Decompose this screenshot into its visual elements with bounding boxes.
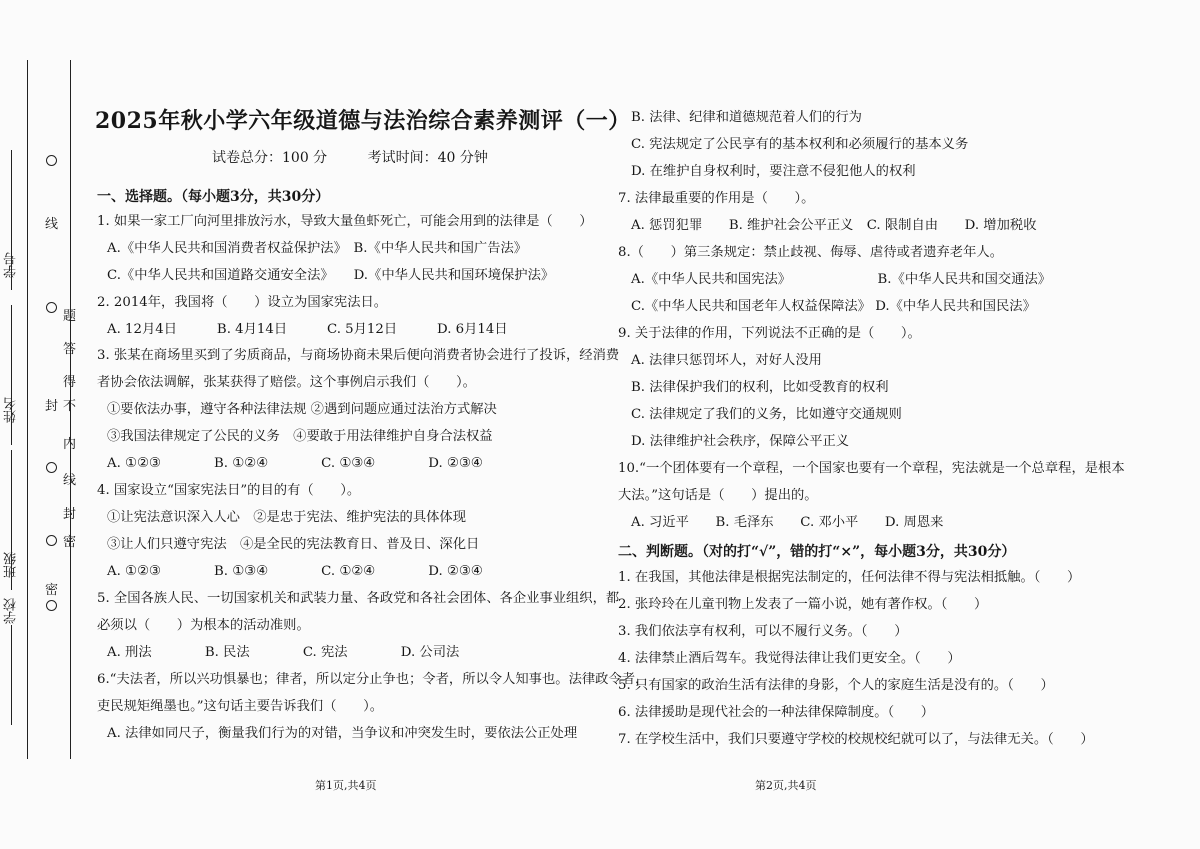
- seal-char: 密: [63, 535, 77, 550]
- option-line: D. 法律维护社会秩序，保障公平正义: [631, 434, 850, 449]
- judgement-line: 4. 法律禁止酒后驾车。我觉得法律让我们更安全。（ ）: [618, 651, 961, 666]
- option-line: A. ①②③ B. ①②④ C. ①③④ D. ②③④: [107, 456, 483, 471]
- seal-char: 密: [45, 583, 59, 598]
- statement-line: ③让人们只遵守宪法 ④是全民的宪法教育日、普及日、深化日: [107, 537, 480, 552]
- question-line: 9. 关于法律的作用，下列说法不正确的是（ ）。: [618, 326, 921, 341]
- statement-line: ③我国法律规定了公民的义务 ④要敢于用法律维护自身合法权益: [107, 429, 493, 444]
- option-line: A. ①②③ B. ①③④ C. ①②④ D. ②③④: [107, 564, 483, 579]
- option-line: B. 法律保护我们的权利，比如受教育的权利: [631, 380, 889, 395]
- option-line: A.《中华人民共和国宪法》 B.《中华人民共和国交通法》: [631, 272, 1052, 287]
- option-line: B. 法律、纪律和道德规范着人们的行为: [631, 110, 862, 125]
- student-id-label: 学号: [4, 252, 19, 278]
- seal-char: 封: [63, 507, 77, 522]
- option-line: A. 刑法 B. 民法 C. 宪法 D. 公司法: [107, 645, 460, 660]
- school-label: 学校: [4, 598, 19, 624]
- question-line: 3. 张某在商场里买到了劣质商品，与商场协商未果后便向消费者协会进行了投诉，经消费: [97, 348, 620, 363]
- school-field[interactable]: [11, 625, 12, 725]
- binding-hole: [46, 535, 57, 546]
- seal-char: 线: [63, 473, 77, 488]
- question-line: 7. 法律最重要的作用是（ ）。: [618, 191, 815, 206]
- question-line: 吏民规矩绳墨也。”这句话主要告诉我们（ ）。: [97, 699, 384, 714]
- judgement-line: 5. 只有国家的政治生活有法律的身影，个人的家庭生活是没有的。（ ）: [618, 678, 1054, 693]
- option-line: A. 习近平 B. 毛泽东 C. 邓小平 D. 周恩来: [631, 515, 944, 530]
- seal-char: 得: [63, 375, 77, 390]
- page-footer-1: 第1页,共4页: [315, 779, 377, 792]
- question-line: 者协会依法调解，张某获得了赔偿。这个事例启示我们（ ）。: [97, 375, 476, 390]
- judgement-line: 7. 在学校生活中，我们只要遵守学校的校规校纪就可以了，与法律无关。（ ）: [618, 732, 1094, 747]
- binding-line-left: [27, 60, 28, 759]
- name-field[interactable]: [11, 305, 12, 445]
- class-label: 班级: [4, 552, 19, 578]
- question-line: 必须以（ ）为根本的活动准则。: [97, 618, 310, 633]
- judgement-line: 3. 我们依法享有权利，可以不履行义务。（ ）: [618, 624, 908, 639]
- seal-char: 不: [63, 399, 77, 414]
- option-line: A. 惩罚犯罪 B. 维护社会公平正义 C. 限制自由 D. 增加税收: [631, 218, 1037, 233]
- class-field[interactable]: [11, 450, 12, 590]
- option-line: A. 法律只惩罚坏人，对好人没用: [631, 353, 822, 368]
- question-line: 4. 国家设立“国家宪法日”的目的有（ ）。: [97, 483, 361, 498]
- question-line: 大法。”这句话是（ ）提出的。: [618, 488, 818, 503]
- binding-hole: [46, 462, 57, 473]
- question-line: 1. 如果一家工厂向河里排放污水，导致大量鱼虾死亡，可能会用到的法律是（ ）: [97, 214, 593, 229]
- seal-char: 封: [45, 399, 59, 414]
- exam-title: 2025年秋小学六年级道德与法治综合素养测评（一）: [95, 108, 631, 134]
- judgement-line: 1. 在我国，其他法律是根据宪法制定的，任何法律不得与宪法相抵触。（ ）: [618, 570, 1081, 585]
- judgement-line: 6. 法律援助是现代社会的一种法律保障制度。（ ）: [618, 705, 935, 720]
- option-line: A. 法律如同尺子，衡量我们行为的对错，当争议和冲突发生时，要依法公正处理: [107, 726, 578, 741]
- question-line: 5. 全国各族人民、一切国家机关和武装力量、各政党和各社会团体、各企业事业组织，都: [97, 591, 620, 606]
- question-line: 6.“夫法者，所以兴功惧暴也；律者，所以定分止争也；令者，所以令人知事也。法律政令者，: [97, 672, 649, 687]
- option-line: D. 在维护自身权利时，要注意不侵犯他人的权利: [631, 164, 916, 179]
- section-heading-choice: 一、选择题。（每小题3分，共30分）: [97, 189, 330, 205]
- seal-char: 内: [63, 437, 77, 452]
- binding-hole: [46, 302, 57, 313]
- total-score: 试卷总分：100 分: [212, 150, 328, 166]
- option-line: C.《中华人民共和国老年人权益保障法》 D.《中华人民共和国民法》: [631, 299, 1036, 314]
- binding-hole: [46, 155, 57, 166]
- option-line: C.《中华人民共和国道路交通安全法》 D.《中华人民共和国环境保护法》: [107, 268, 555, 283]
- statement-line: ①让宪法意识深入人心 ②是忠于宪法、维护宪法的具体体现: [107, 510, 467, 525]
- question-line: 10.“一个团体要有一个章程，一个国家也要有一个章程，宪法就是一个总章程，是根本: [618, 461, 1125, 476]
- seal-char: 线: [45, 217, 59, 232]
- option-line: C. 宪法规定了公民享有的基本权利和必须履行的基本义务: [631, 137, 969, 152]
- page-footer-2: 第2页,共4页: [755, 779, 817, 792]
- seal-char: 答: [63, 342, 77, 357]
- option-line: A.《中华人民共和国消费者权益保护法》 B.《中华人民共和国广告法》: [107, 241, 528, 256]
- binding-hole: [46, 600, 57, 611]
- seal-char: 题: [63, 309, 77, 324]
- question-line: 8.（ ）第三条规定：禁止歧视、侮辱、虐待或者遗弃老年人。: [618, 245, 1003, 260]
- option-line: C. 法律规定了我们的义务，比如遵守交通规则: [631, 407, 902, 422]
- statement-line: ①要依法办事，遵守各种法律法规 ②遇到问题应通过法治方式解决: [107, 402, 497, 417]
- exam-time: 考试时间：40 分钟: [367, 150, 488, 166]
- student-id-field[interactable]: [11, 150, 12, 290]
- exam-info: [212, 147, 488, 167]
- name-label: 姓名: [4, 397, 19, 423]
- option-line: A. 12月4日 B. 4月14日 C. 5月12日 D. 6月14日: [107, 322, 508, 337]
- section-heading-judgement: 二、判断题。（对的打“√”，错的打“×”，每小题3分，共30分）: [618, 544, 1016, 560]
- judgement-line: 2. 张玲玲在儿童刊物上发表了一篇小说，她有著作权。（ ）: [618, 597, 988, 612]
- question-line: 2. 2014年，我国将（ ）设立为国家宪法日。: [97, 295, 388, 310]
